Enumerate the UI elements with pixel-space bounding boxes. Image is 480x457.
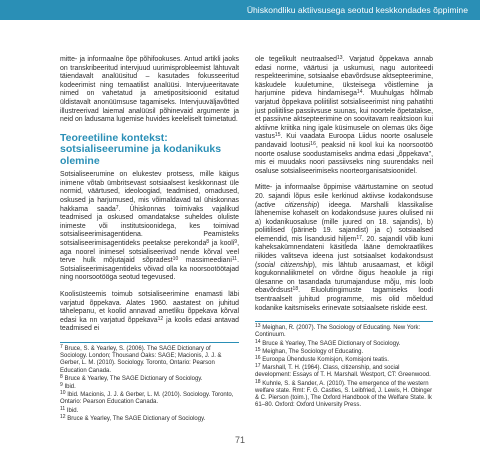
text-run: Koolisüsteemis toimub sotsialiseerimine enamasti läbi varjatud õppekava. Alates 1960. aastatest on juhitud tähelepanu, et koolid annavad ametliku õppekava kõrval edasi ka nn varjatud õppekava: [60, 290, 239, 324]
footnote-divider: [60, 342, 239, 343]
footnote: [255, 346, 433, 356]
footnote-text: Bruce & Yearley, The SAGE Dictionary of Sociology.: [64, 375, 203, 382]
footnote-ref: 11: [231, 256, 238, 263]
text-run: , aga noorel inimesel sotsialiseerivad nende kõrval veel terve hulk mõjutajaid sõpradest: [60, 240, 239, 265]
footnote: [255, 325, 433, 339]
footnote: [60, 392, 239, 406]
footnote-ref: 16: [310, 140, 316, 147]
text-run: . Kui vaadata Euroopa Liidus noorte osalusele pandavaid lootusi: [255, 133, 433, 149]
footnote-ref: 12: [157, 315, 164, 322]
footnote-ref: 18: [292, 286, 299, 293]
running-title: Ühiskondliku aktiivsusega seotud keskkondades õppimine: [246, 5, 468, 15]
left-column: [60, 56, 239, 424]
footnote: [60, 405, 239, 415]
footnote-text: Bruce & Yearley, The SAGE Dictionary of Sociology.: [67, 415, 206, 422]
footnote-text: Meighan, R. (2007). The Sociology of Educating. New York: Continuum.: [255, 325, 421, 339]
footnote-ref: 7: [115, 204, 119, 211]
footnote-number: 13: [255, 323, 261, 330]
footnote-number: 17: [255, 363, 261, 370]
text-run: ja koolis edasi antavad teadmised ei: [60, 316, 239, 333]
footnote-number: 8: [60, 373, 63, 380]
text-run: . Muuhulgas hõlmab varjatud õppekava poliitilist sotsialiseerimist ning pahatihti just poliitilise passiivsuse suunas, kui noortele õpetatakse, et passiivne aktsepteerimine on soovitavam reaktsioon kui aktiivne kriitika ning igale küsimusele on olemas üks õige vastus: [255, 90, 433, 141]
text-run: Sotsialiseerumine on elukestev protsess, mille käigus inimene võtab ümbritsevast sotsiaalsest keskkonnast üle normid, väärtused, ideoloogiad, teadmised, omadused, oskused ja harjumused, mis võimaldavad tal ühiskonnas hakkama saada: [60, 171, 239, 213]
footnote-number: 10: [60, 390, 66, 397]
footnote-ref: 13: [336, 55, 343, 61]
footnote-number: 15: [255, 346, 261, 353]
footnote-text: Ibid.: [64, 383, 76, 390]
text-run: massimeediani: [178, 257, 232, 265]
text-run: ), mis lähtub arusaamast, et kõigil kogukonnaliikmetel on võrdne õigus heaolule ja riigi ülesanne on tasandada turumajanduse mõju, mis loob ebavõrdsust: [255, 261, 433, 295]
text-run: , peaksid nii kool kui ka noorsootöö noorte osaluse soodustamiseks andma edasi „õppekava", mis ei muudaks noori passiivseks ning suurendaks neil osaluse sotsialiseerimiseks noorteorganisatsioonidel.: [255, 141, 433, 175]
footnote: [60, 413, 239, 423]
footnote-text: Euroopa Ühenduste Komisjon, Komisjoni teatis.: [262, 357, 389, 364]
italic-term: social citizenship: [257, 261, 313, 269]
footnote-number: 9: [60, 381, 63, 388]
footnote-text: Ibid. Macionis, J. J. & Gerber, L. M. (2010). Sociology. Toronto, Ontario: Pearson Education Canada.: [60, 392, 234, 406]
footnote: [255, 357, 433, 364]
footnote: [255, 338, 433, 348]
page-number: 71: [234, 435, 245, 445]
footnote-number: 18: [255, 378, 261, 385]
footnote-ref: 17: [356, 234, 362, 241]
footnote: [60, 343, 239, 375]
footnotes-right: [255, 325, 433, 409]
footnote-ref: 9: [234, 239, 238, 245]
footnote-text: Marshall, T. H. (1964). Class, citizenship, and social development: Essays of T. H. Marshall. Westport, CT: Greenwood.: [255, 365, 431, 379]
footnote: [255, 365, 433, 379]
running-header: [0, 0, 480, 20]
footnote-ref: 14: [356, 89, 363, 96]
footnote-text: Bruce & Yearley, The SAGE Dictionary of Sociology.: [262, 340, 401, 347]
footnote: [255, 378, 433, 410]
footnote-number: 16: [255, 355, 261, 362]
text-run: . Varjatud õppekava annab edasi norme, väärtusi ja uskumusi, nagu autoriteedi respekteerimine, sotsiaalse ebavõrdsuse aktsepteerimine, käskudele kuuletumine, üksteisega võistlemine ja harjumine pideva hindamisega: [255, 56, 433, 98]
footnote-ref: 10: [172, 256, 179, 263]
footnote-ref: 8: [206, 239, 210, 245]
text-run: ja kooli: [209, 240, 235, 247]
footnote: [60, 373, 239, 383]
footnote-text: Meighan, The Sociology of Educating.: [262, 348, 364, 355]
text-run: . Ühiskonnas toimivaks vajalikud teadmised ja oskused omandatakse suheldes oluliste inimeste või institutsioonidega, kes toimivad sotsialiseerimisagentidena. Peamisteks sotsialiseerimisagentideks peetakse perekonda: [60, 205, 239, 247]
footnote-number: 14: [255, 338, 261, 345]
text-run: . 20. sajandil võib kuni kaheksakümnendateni käsitleda lääne demokraatlikes riikides valitseva ideena just sotsiaalset kodakondsust (: [255, 235, 433, 269]
text-run: . Sotsialiseerimisagentideks võivad olla ka noorsootöötajad ning noorsootööga seotud tegevused.: [60, 257, 239, 282]
neutrality-paragraph: [255, 56, 433, 176]
footnote-text: Ibid.: [66, 407, 79, 414]
socialization-paragraph: [60, 171, 239, 283]
footnotes-left: [60, 343, 239, 423]
right-column: [255, 56, 433, 410]
citizenship-paragraph: [255, 184, 433, 313]
intro-paragraph: mitte- ja informaalne õpe põhifookuses. Antud artikli jaoks on transkribeeritud intervjuud uurimisprobleemist lähtuvalt täiendavalt analüüsitud – kasutades fokusseeritud kodeerimist ning temaatilist analüüsi. Intervjueeritavate nimed on vahetatud ja ametipositsioonid esitatud üldistavalt anonüümsuse tagamiseks. Intervjuuväljavõtted illustreerivad laiemal analüüsil põhinevaid argumente ja neid on ladusama lugemise huvides keeleliselt toimetatud.: [60, 56, 239, 124]
text-run: ) ideega. Marshalli klassikalise lähenemise kohaselt on kodakondsuse juures olulised nii a) kodanikuosaluse (mille juured on 18. sajandis), b) poliitilised (pärineb 19. sajandist) ja c) sotsiaalsed elemendid, mis lisandusid hiljem: [255, 201, 434, 243]
footnote-ref: 15: [274, 132, 281, 139]
footnote-text: Kuhnle, S. & Sander, A. (2010). The emergence of the western welfare state. Rmt: F. G. Castles, S. Leibfried, J. Lewis, H. Obinger & C. Pierson (toim.), The Oxford Handbook of the Welfare State. lk 61–80. Oxford: Oxford University Press.: [255, 380, 433, 409]
text-run: Mitte- ja informaalse õppimise väärtustamine on seotud 20. sajandi lõpus esile kerkinud aktiivse kodakondsuse (: [255, 184, 433, 209]
italic-term: active citizenship: [257, 201, 318, 209]
text-run: . Eluolutingimuste tagamiseks loodi tsentraalselt juhitud programme, mis olid mõeldud kodanike kaitsmiseks erinevate sotsiaalsete riskide eest.: [255, 287, 433, 312]
footnote-divider: [255, 321, 433, 322]
hidden-curriculum-paragraph: [60, 291, 239, 334]
footnote-number: 7: [60, 343, 63, 350]
footnote-text: Bruce, S. & Yearley, S. (2006). The SAGE Dictionary of Sociology. London; Thousand Oaks: SAGE; Macionis, J. J. & Gerber, L. M. (2010). Sociology. Toronto, Ontario: Pearson Education Canada.: [60, 345, 222, 374]
footnote-number: 11: [60, 405, 66, 412]
text-run: ole tegelikult neutraalsed: [255, 56, 337, 63]
footnote-number: 12: [60, 413, 66, 420]
footnote: [60, 381, 239, 391]
section-heading: Teoreetiline kontekst: sotsialiseerumine ja kodanikuks olemine: [60, 131, 222, 167]
